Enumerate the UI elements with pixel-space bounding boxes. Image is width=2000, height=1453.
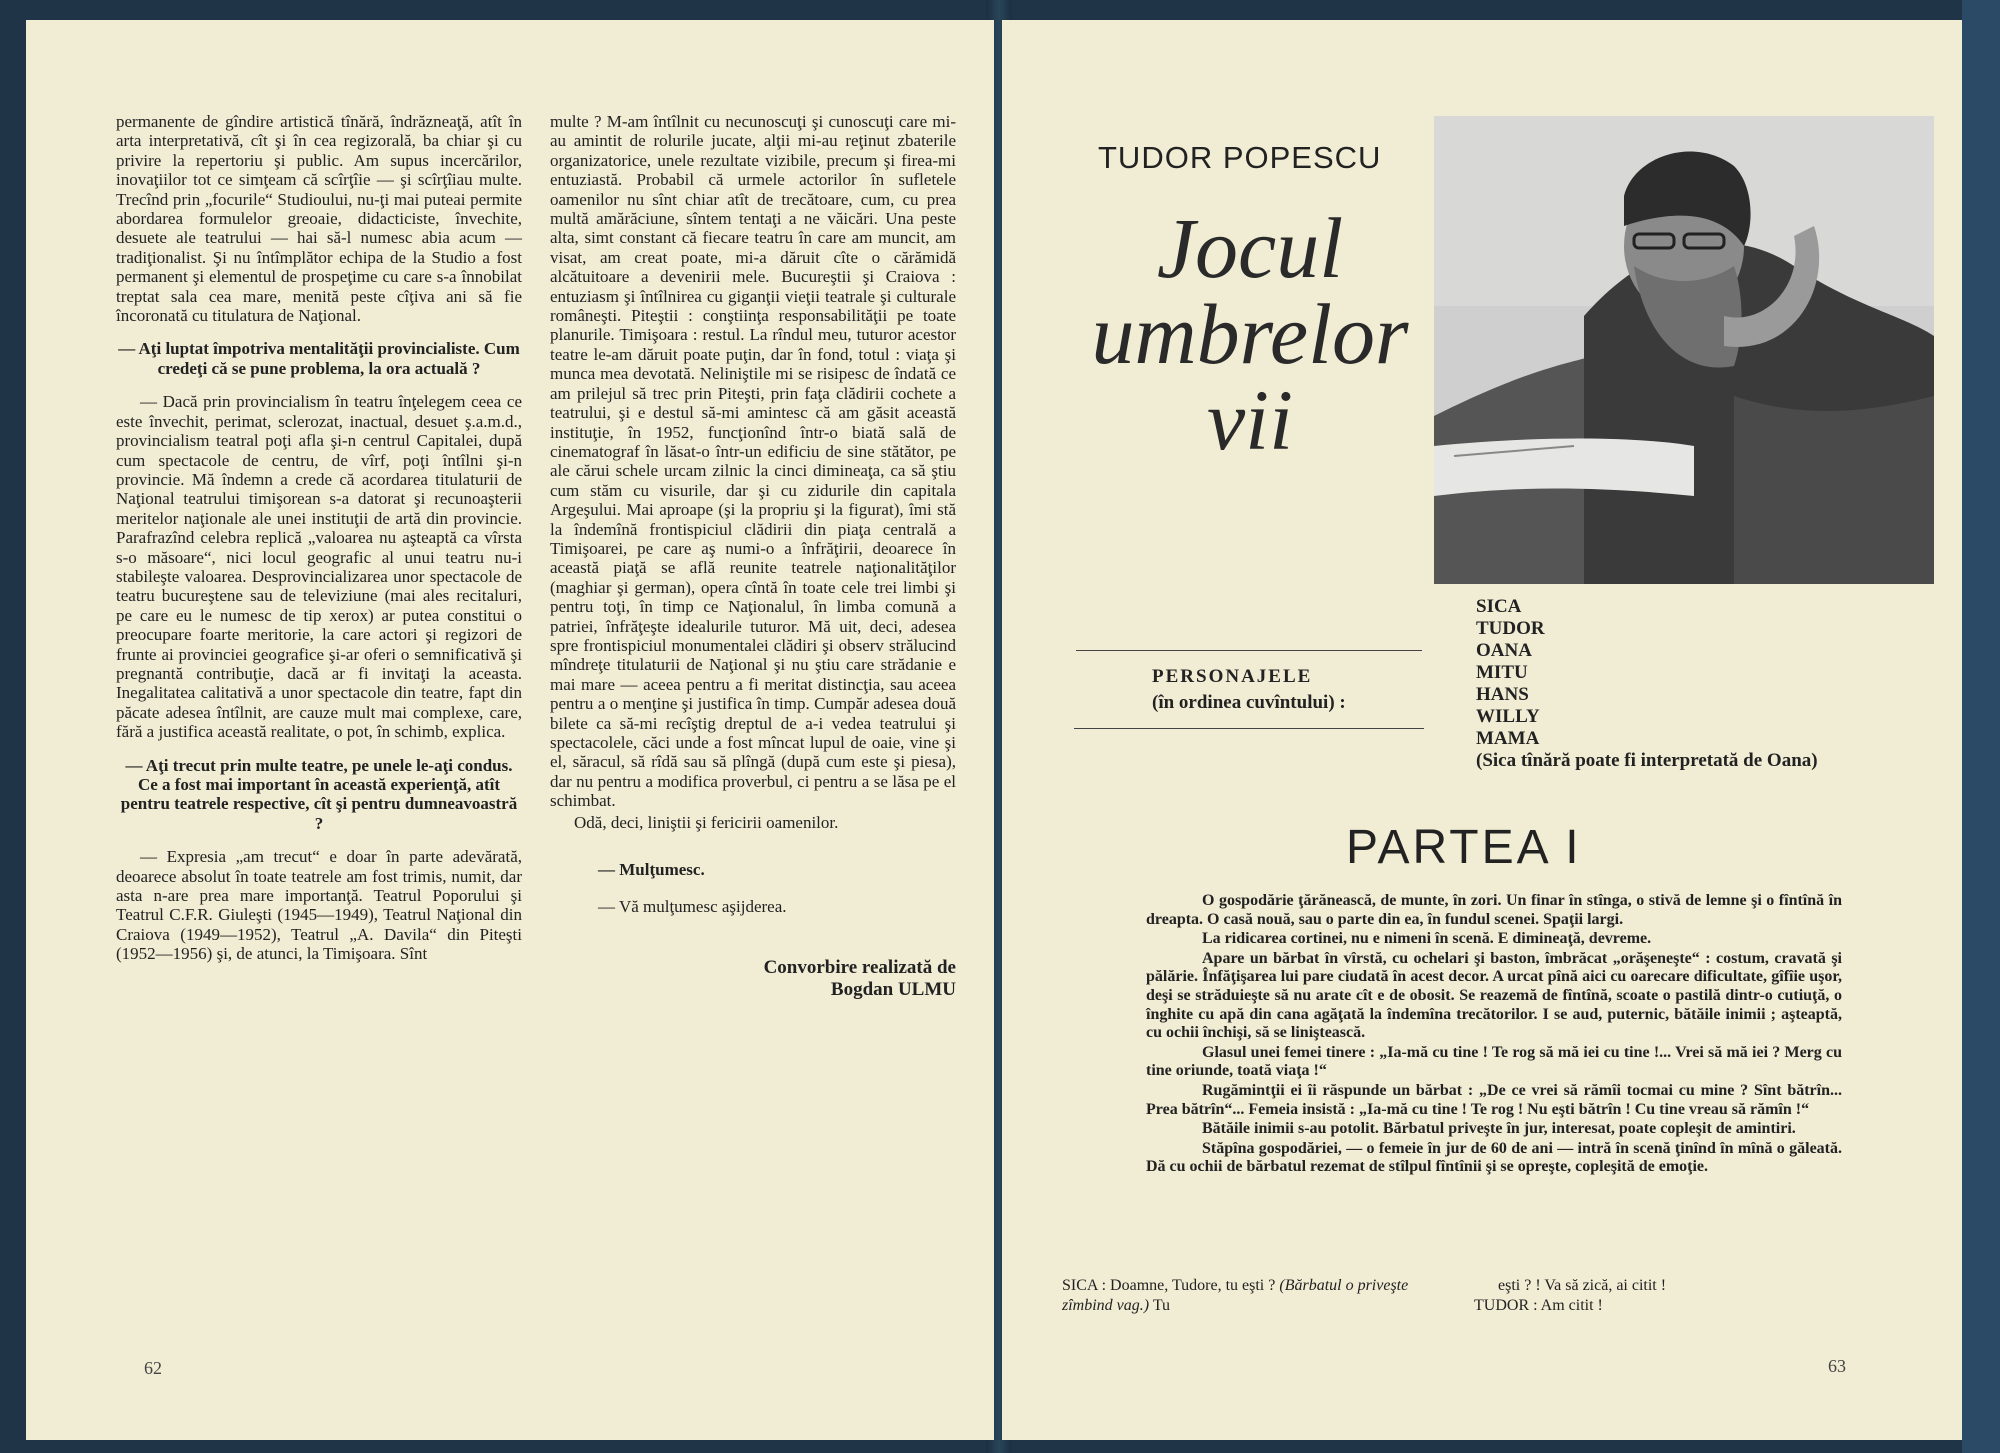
part-title: PARTEA I <box>1346 821 1582 874</box>
book-cover-edge <box>1962 0 2000 1453</box>
stage-paragraph: La ridicarea cortinei, nu e nimeni în scenă. E dimineaţă, devreme. <box>1202 930 1652 948</box>
stage-paragraph: Rugămintţii ei îi răspunde un bărbat : „De ce vrei să rămîi tocmai cu mine ? Sînt bătrîn... Prea bătrîn“... Femeia insistă : „Ia-mă cu tine ! Te rog ! Nu eşti bătrîn ! Cu tine vreau să rămîn !“ <box>1146 1081 1842 1118</box>
characters-heading: PERSONAJELE <box>1152 666 1313 687</box>
title-line: vii <box>1207 372 1293 468</box>
signature-line: Convorbire realizată de <box>763 956 956 978</box>
divider-line <box>1074 728 1424 729</box>
stage-paragraph: O gospodărie ţărănească, de munte, în zori. Un finar în stînga, o stivă de lemne şi o fîntînă în dreapta. O casă nouă, sau o parte din ea, în fundul scenei. Spaţii largi. <box>1146 892 1842 928</box>
page-number: 62 <box>144 1358 162 1378</box>
interview-column-2 <box>550 112 956 1001</box>
speaker-name: TUDOR <box>1474 1297 1530 1314</box>
page-number: 63 <box>1828 1356 1846 1376</box>
interview-question: — Aţi trecut prin multe teatre, pe unele le-aţi condus. Ce a fost mai important în această experienţă, atît pentru teatrele respective, cît şi pentru dumneavoastră ? <box>120 755 518 833</box>
cast-list <box>1476 596 1846 772</box>
dialog-text: Am citit ! <box>1540 1297 1603 1314</box>
speaker-name: SICA <box>1062 1277 1098 1294</box>
play-title <box>1090 200 1410 468</box>
character-name: OANA <box>1476 640 1532 661</box>
stage-paragraph: Glasul unei femei tinere : „Ia-mă cu tine ! Te rog să mă iei cu tine !... Vrei să mă iei ? Merg cu tine oriunde, toată viaţa !“ <box>1146 1043 1842 1080</box>
character-name: HANS <box>1476 684 1529 705</box>
dialog-text: Doamne, Tudore, tu eşti ? <box>1110 1277 1276 1294</box>
title-line: Jocul <box>1156 200 1344 296</box>
character-name: SICA <box>1476 596 1522 617</box>
interview-closing: — Vă mulţumesc aşijderea. <box>598 897 787 917</box>
stage-paragraph: Bătăile inimii s-au potolit. Bărbatul priveşte în jur, interesat, poate copleşit de amintiri. <box>1202 1120 1796 1138</box>
dialog-text: eşti ? ! Va să zică, ai citit ! <box>1498 1277 1667 1294</box>
paragraph: permanente de gîndire artistică tînără, îndrăzneaţă, atît în arta interpretativă, cît şi în cea regizorală, ba chiar şi cu privire la repertoriu şi public. Am supus incercărilor, inovaţiilor tot ce simţeam că scîrţîie — şi scîrţîiau multe. Trecînd prin „focurile“ Studioului, nu-ţi mai puteai permite abordarea formulelor greoaie, didacticiste, învechite, desuete ale teatrului — hai să-l numesc abia acum — tradiţionalist. Şi nu întîmplător echipa de la Studio a fost permanent şi elementul de prospeţime cu care s-a înnobilat treptat sala cea mare, menită peste cîţiva ani să fie încoronată cu titulatura de Naţional. <box>116 112 522 326</box>
character-name: MITU <box>1476 662 1528 683</box>
stage-directions <box>1146 892 1842 1178</box>
signature-author: Bogdan ULMU <box>830 978 956 1000</box>
interview-question: — Aţi luptat împotriva mentalităţii provincialiste. Cum credeţi că se pune problema, la ora actuală ? <box>118 339 520 378</box>
left-page <box>26 20 994 1440</box>
interview-column-1 <box>116 112 522 966</box>
title-line: umbrelor <box>1091 286 1409 382</box>
author-photo <box>1434 116 1934 584</box>
character-name: WILLY <box>1476 706 1540 727</box>
divider-line <box>1076 650 1422 651</box>
stage-paragraph: Stăpîna gospodăriei, — o femeie în jur de 60 de ani — intră în scenă ţinînd în mînă o găleată. Dă cu ochii de bărbatul rezemat de stîlpul fîntînii şi se opreşte, copleşită de emoţie. <box>1146 1139 1842 1176</box>
interview-closing: — Mulţumesc. <box>598 860 705 880</box>
dialog-text: Tu <box>1152 1297 1171 1314</box>
dialog-left: SICA : Doamne, Tudore, tu eşti ? (Bărbatul o priveşte zîmbind vag.) Tu <box>1062 1277 1409 1314</box>
stage-direction: (Bărbatul o priveşte zîmbind vag.) <box>1062 1277 1409 1314</box>
character-name: TUDOR <box>1476 618 1545 639</box>
paragraph: — Expresia „am trecut“ e doar în parte adevărată, deoarece absolut în toate teatrele am fost trimis, numit, dar asta n-are prea mare importanţă. Teatrul Poporului şi Teatrul C.F.R. Giuleşti (1945—1949), Teatrul Naţional din Craiova (1949—1952), Teatrul „A. Davila“ din Piteşti (1952—1956) şi, de atunci, la Timişoara. Sînt <box>116 847 522 964</box>
stage-paragraph: Apare un bărbat în vîrstă, cu ochelari şi baston, îmbrăcat „orăşeneşte“ : costum, cravată şi pălărie. Înfăţişarea lui pare ciudată în acest decor. A urcat pînă aici cu oarecare dificultate, gîfîie uşor, deşi se străduieşte să nu arate cît e de obosit. Se reazemă de fîntînă, scoate o pastilă dintr-o cutiuţă, o înghite cu apă din cana agăţată la îndemîna trecătorilor. I se aud, puternic, bătăile inimii ; aşteaptă, cu ochii închişi, să se liniştească. <box>1146 949 1842 1042</box>
author-name: TUDOR POPESCU <box>1098 140 1382 175</box>
character-name: MAMA <box>1476 728 1540 749</box>
characters-subheading: (în ordinea cuvîntului) : <box>1152 692 1346 713</box>
dialog-right: eşti ? ! Va să zică, ai citit ! TUDOR : Am citit ! <box>1474 1276 1888 1316</box>
paragraph: Odă, deci, liniştii şi fericirii oamenilor. <box>574 812 839 832</box>
paragraph: — Dacă prin provincialism în teatru înţelegem ceea ce este învechit, perimat, sclerozat, inactual, desuet ş.a.m.d., provincialism teatral poţi afla şi-n centrul Capitalei, după cum spectacole de centru, de vîrf, poţi întîlni şi-n provincie. Mă îndemn a crede că acordarea titulaturii de Naţional teatrului timişorean s-a datorat şi recunoaşterii meritelor naţionale ale unei instituţii de artă din provincie. Parafrazînd celebra replică „valoarea nu aşteaptă ca vîrsta s-o măsoare“, nici locul geografic al unui teatru nu-i stabileşte valoarea. Desprovincializarea unor spectacole de teatru bucureştene sau de televiziune (mai ales recitaluri, pe care eu le numesc de tip xerox) ar putea constitui o preocupare foarte meritorie, la care actori şi regizori de frunte ai provinciei geografice şi-ar oferi o semnificativă şi pregnantă contribuţie, dacă ar fi invitaţi la aceasta. Inegalitatea calitativă a unor spectacole din teatre, fapt din păcate adesea întîlnit, are cauze mult mai complexe, care, fără a justifica această realitate, o pot, în schimb, explica. <box>116 392 522 742</box>
paragraph: multe ? M-am întîlnit cu necunoscuţi şi cunoscuţi care mi-au amintit de rolurile jucate, alţii mi-au reţinut zbaterile organizatorice, unele rezultate vizibile, precum şi firea-mi entuziastă. Probabil că urmele actorilor în sufletele oamenilor nu sînt chiar atît de trecătoare, cum, cu prea multă amărăciune, sîntem tentaţi a ne văicări. Una peste alta, simt constant că fiecare teatru în care am muncit, am visat, am creat poate, mi-a dăruit cîte o cărămidă alcătuitoare a devenirii mele. Bucureştii şi Craiova : entuziasm şi întîlnirea cu giganţii vieţii teatrale şi culturale româneşti. Piteştii : conştiinţa responsabilităţii pe toate planurile. Timişoara : restul. La rîndul meu, tuturor acestor teatre le-am dăruit poate puţin, dar în fond, totul : viaţa şi munca mea devotată. Neliniştile mi se risipesc de îndată ce am prilejul să trec prin Piteşti, prin faţa clădirii cochete a teatrului, şi e destul să-mi amintesc că am găsit această instituţie, în 1952, funcţionînd într-o biată sală de cinematograf în lăsat-o într-un edificiu de sine stătător, pe ale cărui schele urcam zilnic la cinci dimineaţa, ca să ştiu cum stăm cu visurile, dar şi cu zidurile din capitala Argeşului. Mai aproape (şi la propriu şi la figurat), îmi stă la îndemînă frontispiciul clădirii din piaţa centrală a Timişoarei, pe care aş numi-o a înfrăţirii, deoarece în această piaţă se află reunite teatrele naţionalităţilor (maghiar şi german), opera cîntă în toate cele trei limbi şi pentru toţi, în timp ce Naţionalul, în limba comună a patriei, înfrăţeşte idealurile tuturor. Mă uit, deci, adesea spre frontispiciul monumentalei clădiri şi observ strălucind mîndreţe titulaturii de Naţional şi nu ştiu care strădanie e mai mare — aceea pentru a fi meritat distincţia, sau aceea pentru a o menţine şi justifica în timp. Cumpăr adesea două bilete ca să-mi recîştig dreptul de a-i vedea teatrului şi spectacolele, căci unde a fost mîncat lupul de oaie, vine şi el, săracul, să rîdă sau să plîngă (după cum este şi piesa), dar nu pentru a modifica proverbul, ci pentru a se lăsa pe el schimbat. <box>550 112 956 811</box>
cast-note: (Sica tînără poate fi interpretată de Oana) <box>1476 750 1818 771</box>
interview-signature <box>550 957 956 1001</box>
